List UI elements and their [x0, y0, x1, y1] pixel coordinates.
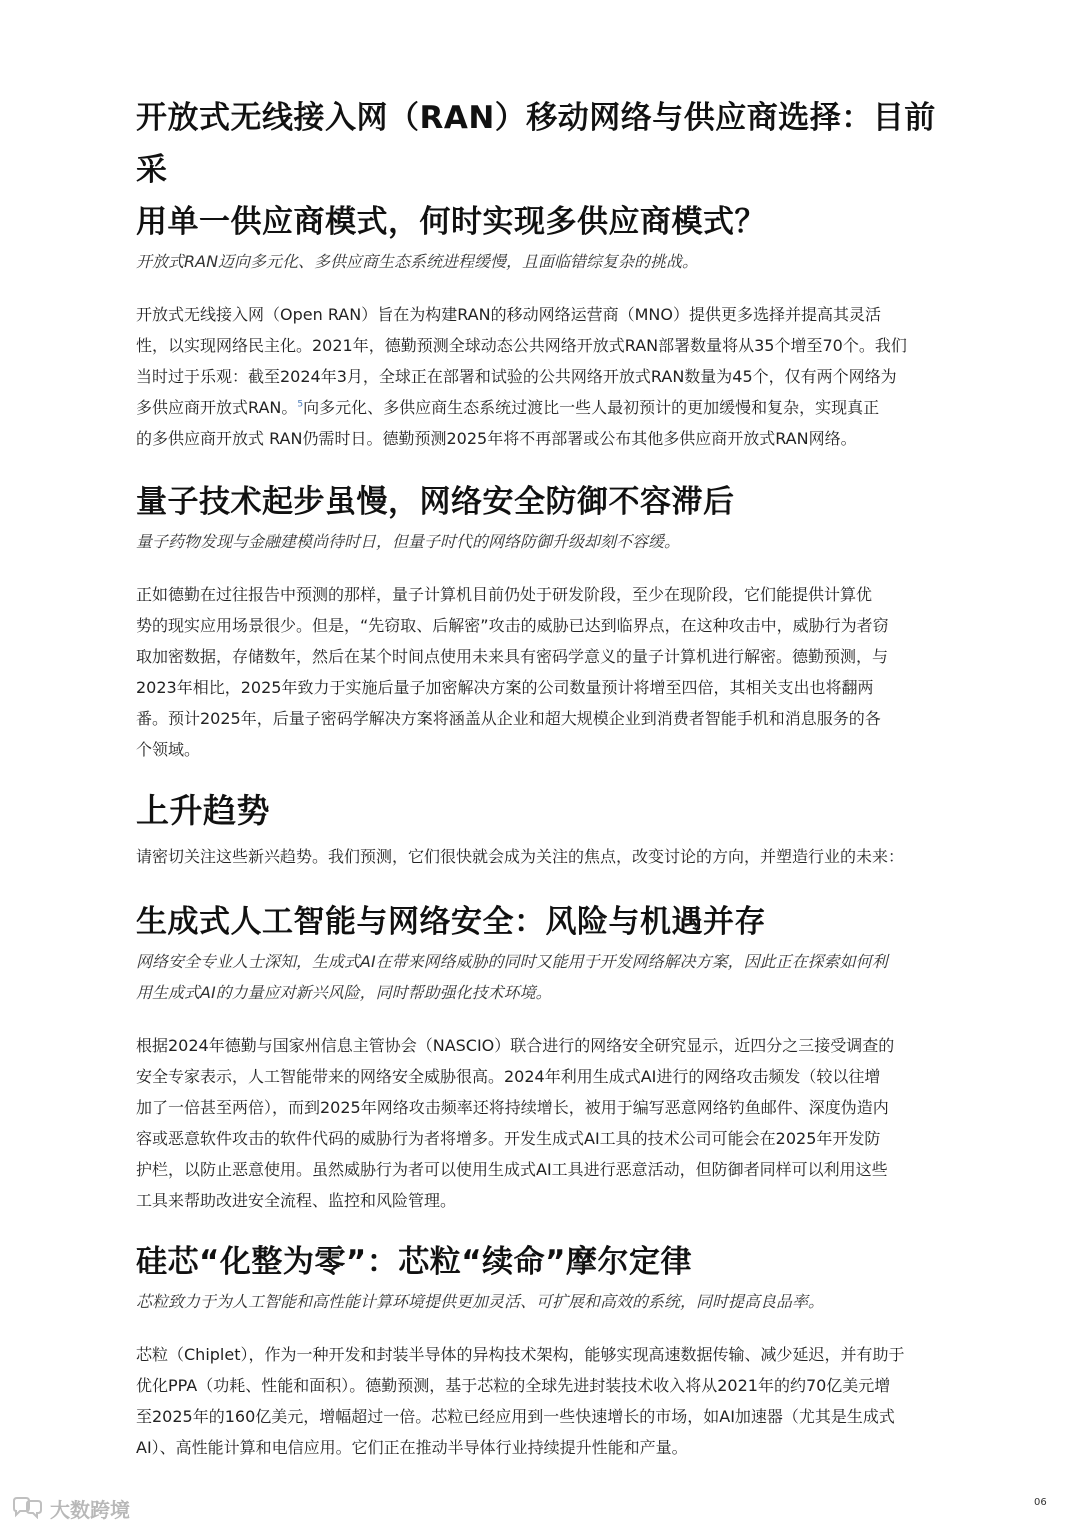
- section-body-genai-security: 根据2024年德勤与国家州信息主管协会（NASCIO）联合进行的网络安全研究显示，近四分之三接受调查的 安全专家表示，人工智能带来的网络安全威胁很高。2024年利用生成式AI进行的网络攻击频发（较以往增 加了一倍甚至两倍），而到2025年网络攻击频率还将持续增长，被用于编写恶意网络钓鱼邮件、深度伪造内 容或恶意软件攻击的软件代码的威胁行为者将增多。开发生成式AI工具的技术公司可能会在2025年开发防 护栏，以防止恶意使用。虽然威胁行为者可以使用生成式AI工具进行恶意活动，但防御者同样可以利用这些 工具来帮助改进安全流程、监控和风险管理。: [136, 1036, 895, 1210]
- section-body-open-ran: 开放式无线接入网（Open RAN）旨在为构建RAN的移动网络运营商（MNO）提供更多选择并提高其灵活 性，以实现网络民主化。2021年，德勤预测全球动态公共网络开放式RAN部署数量将从35个增至70个。我们 当时过于乐观：截至2024年3月，全球正在部署和试验的公共网络开放式RAN数量为45个，仅有两个网络为 多供应商开放式RAN。$^5$向多元化、多供应商生态系统过渡比一些人最初预计的更加缓慢和复杂，实现真正 的多供应商开放式 RAN仍需时日。德勤预测2025年将不再部署或公布其他多供应商开放式RAN网络。: [136, 305, 907, 448]
- section-title-quantum: 量子技术起步虽慢，网络安全防御不容滞后: [136, 484, 735, 520]
- section-subtitle-quantum: 量子药物发现与金融建模尚待时日，但量子时代的网络防御升级却刻不容缓。: [136, 532, 681, 551]
- page-content: [136, 92, 948, 1463]
- section-title-chiplet: 硅芯“化整为零”：芯粒“续命”摩尔定律: [136, 1244, 692, 1280]
- section-subtitle-chiplet: 芯粒致力于为人工智能和高性能计算环境提供更加灵活、可扩展和高效的系统，同时提高良品率。: [136, 1292, 825, 1311]
- watermark-text: 大数跨境: [50, 1497, 130, 1522]
- section-body-rising-trends: 请密切关注这些新兴趋势。我们预测，它们很快就会成为关注的焦点，改变讨论的方向，并塑造行业的未来：: [136, 847, 905, 866]
- section-title-rising-trends: 上升趋势: [136, 791, 270, 830]
- section-title-genai-security: 生成式人工智能与网络安全：风险与机遇并存: [136, 904, 766, 940]
- footnote-ref[interactable]: 5: [297, 399, 304, 410]
- section-title-open-ran: 开放式无线接入网（RAN）移动网络与供应商选择：目前采 用单一供应商模式，何时实现多供应商模式？: [136, 100, 936, 240]
- section-body-quantum: 正如德勤在过往报告中预测的那样，量子计算机目前仍处于研发阶段，至少在现阶段，它们能提供计算优 势的现实应用场景很少。但是，“先窃取、后解密”攻击的威胁已达到临界点，在这种攻击中，威胁行为者窃 取加密数据，存储数年，然后在某个时间点使用未来具有密码学意义的量子计算机进行解密。德勤预测，与 2023年相比，2025年致力于实施后量子加密解决方案的公司数量预计将增至四倍，其相关支出也将翻两 番。预计2025年，后量子密码学解决方案将涵盖从企业和超大规模企业到消费者智能手机和消息服务的各 个领域。: [136, 585, 889, 759]
- watermark: [10, 1493, 130, 1523]
- page-number: 06: [1034, 1497, 1047, 1508]
- chat-bubble-logo-icon: [10, 1497, 44, 1519]
- section-subtitle-genai-security: 网络安全专业人士深知，生成式AI在带来网络威胁的同时又能用于开发网络解决方案，因此正在探索如何利 用生成式AI的力量应对新兴风险，同时帮助强化技术环境。: [136, 952, 888, 1002]
- section-body-chiplet: 芯粒（Chiplet），作为一种开发和封装半导体的异构技术架构，能够实现高速数据传输、减少延迟，并有助于 优化PPA（功耗、性能和面积）。德勤预测，基于芯粒的全球先进封装技术收入将从2021年的约70亿美元增 至2025年的160亿美元，增幅超过一倍。芯粒已经应用到一些快速增长的市场，如AI加速器（尤其是生成式 AI）、高性能计算和电信应用。它们正在推动半导体行业持续提升性能和产量。: [136, 1345, 905, 1457]
- section-subtitle-open-ran: 开放式RAN迈向多元化、多供应商生态系统进程缓慢，且面临错综复杂的挑战。: [136, 252, 699, 271]
